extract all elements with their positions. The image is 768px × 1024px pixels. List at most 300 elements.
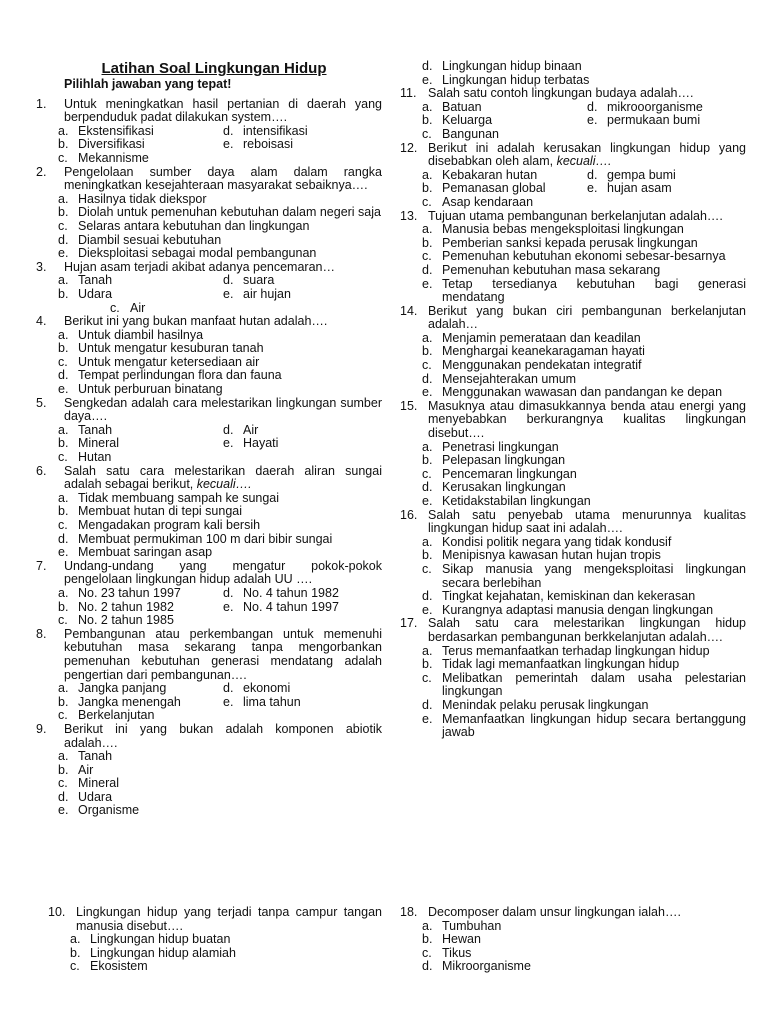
option-text: Manusia bebas mengeksploitasi lingkungan: [442, 222, 684, 237]
option-text: Sikap manusia yang mengeksploitasi lingkungan secara berlebihan: [442, 561, 746, 590]
question-text: [36, 397, 382, 424]
question: [400, 87, 746, 101]
question-number: 7.: [36, 558, 47, 573]
answer-option: [58, 546, 382, 560]
answer-option: [58, 519, 382, 533]
option-letter: c.: [110, 300, 120, 315]
option-letter: a.: [58, 681, 69, 696]
option-text: Membuat permukiman 100 m dari bibir sungai: [78, 531, 333, 546]
option-list: [36, 125, 382, 166]
question-number: 13.: [400, 208, 418, 223]
question-number: 14.: [400, 303, 418, 318]
answer-option: [58, 356, 382, 370]
option-text: air hujan: [243, 286, 291, 301]
option-text: Tanah: [78, 422, 113, 437]
option-text: suara: [243, 273, 275, 288]
question-text: [400, 509, 746, 536]
option-letter: b.: [422, 113, 433, 128]
option-letter: b.: [58, 436, 69, 451]
answer-option: [422, 114, 587, 128]
answer-option: [58, 750, 382, 764]
option-text: Ketidakstabilan lingkungan: [442, 494, 591, 508]
option-letter: e.: [223, 436, 234, 451]
option-letter: e.: [587, 181, 598, 196]
option-text: Air: [78, 762, 94, 777]
question-text: [36, 628, 382, 682]
option-text: Memanfaatkan lingkungan hidup secara bertanggung jawab: [442, 711, 746, 740]
answer-option: [70, 947, 382, 961]
question-text-main: Masuknya atau dimasukkannya benda atau energi yang menyebabkan berkurangnya kualitas lingkungan disebut….: [428, 398, 746, 441]
question-text-main: Tujuan utama pembangunan berkelanjutan adalah….: [428, 208, 723, 223]
answer-option: [422, 182, 587, 196]
option-letter: a.: [422, 918, 433, 933]
option-text: Udara: [78, 789, 113, 804]
option-text: gempa bumi: [607, 167, 676, 182]
option-text: Pemenuhan kebutuhan masa sekarang: [442, 262, 661, 277]
answer-option: [422, 645, 746, 659]
option-text: Terus memanfaatkan terhadap lingkungan hidup: [442, 643, 710, 658]
question-text: [48, 906, 382, 933]
question-text-main: Berikut ini yang bukan manfaat hutan adalah….: [64, 314, 328, 329]
answer-option: [58, 424, 223, 438]
answer-option: [587, 114, 746, 128]
option-letter: c.: [422, 561, 432, 576]
question-text-main: Berikut yang bukan ciri pembangunan berkelanjutan adalah…: [428, 303, 746, 332]
answer-option: [422, 196, 587, 210]
option-text: Tikus: [442, 945, 472, 960]
option-letter: d.: [422, 480, 433, 495]
answer-option: [422, 101, 587, 115]
option-letter: e.: [223, 137, 234, 152]
option-letter: a.: [58, 749, 69, 764]
question: [400, 906, 746, 920]
option-letter: d.: [422, 262, 433, 277]
option-text: Pencemaran lingkungan: [442, 466, 577, 481]
question-number: 5.: [36, 395, 47, 410]
question-text: [400, 906, 746, 920]
question: [48, 906, 382, 933]
option-letter: d.: [58, 368, 69, 383]
option-letter: b.: [422, 657, 433, 672]
option-list: [36, 492, 382, 560]
option-text: Lingkungan hidup terbatas: [442, 72, 590, 87]
option-text: Menghargai keanekaragaman hayati: [442, 344, 645, 359]
answer-option: [58, 601, 223, 615]
answer-option: [58, 764, 382, 778]
option-list: [400, 332, 746, 400]
answer-option: [422, 223, 746, 237]
answer-option: [422, 237, 746, 251]
answer-option: [422, 373, 746, 387]
answer-option: [422, 332, 746, 346]
answer-option: [422, 604, 746, 618]
option-text: Lingkungan hidup alamiah: [90, 945, 236, 960]
option-text: Pelepasan lingkungan: [442, 453, 566, 468]
question-text: [400, 400, 746, 441]
option-text: Untuk diambil hasilnya: [78, 327, 204, 342]
option-letter: c.: [422, 945, 432, 960]
option-letter: c.: [58, 708, 68, 723]
option-letter: c.: [58, 613, 68, 628]
option-text: Organisme: [78, 803, 140, 818]
option-letter: a.: [422, 99, 433, 114]
option-text: Pemberian sanksi kepada perusak lingkungan: [442, 235, 698, 250]
option-text: Kondisi politik negara yang tidak kondusif: [442, 534, 672, 549]
answer-option: [422, 481, 746, 495]
answer-option: [422, 60, 746, 74]
option-letter: a.: [422, 643, 433, 658]
option-text: Hewan: [442, 932, 481, 947]
answer-option: [587, 101, 746, 115]
option-letter: c.: [422, 126, 432, 141]
option-text: Menipisnya kawasan hutan hujan tropis: [442, 548, 661, 563]
option-letter: e.: [422, 494, 433, 508]
answer-option: [422, 713, 746, 740]
question-number: 1.: [36, 96, 47, 111]
option-letter: a.: [422, 439, 433, 454]
question-text: [36, 261, 382, 275]
option-text: Mengadakan program kali bersih: [78, 518, 261, 532]
option-letter: c.: [58, 450, 68, 465]
option-text: No. 4 tahun 1997: [243, 599, 339, 614]
option-letter: d.: [58, 789, 69, 804]
option-text: Mineral: [78, 776, 119, 791]
question-number: 12.: [400, 140, 418, 155]
option-text: Untuk mengatur ketersediaan air: [78, 354, 260, 369]
option-text: intensifikasi: [243, 123, 308, 138]
option-text: Untuk mengatur kesuburan tanah: [78, 341, 264, 356]
answer-option: [422, 454, 746, 468]
answer-option: [223, 274, 382, 288]
question-text-main: Undang-undang yang mengatur pokok-pokok pengelolaan lingkungan hidup adalah UU ….: [64, 558, 382, 587]
option-letter: d.: [58, 531, 69, 546]
option-text: Tanah: [78, 273, 113, 288]
question: [36, 166, 382, 193]
option-text: Air: [243, 422, 259, 437]
question-number: 18.: [400, 905, 418, 919]
question-text-main: Sengkedan adalah cara melestarikan lingkungan sumber daya….: [64, 395, 382, 424]
option-letter: e.: [223, 694, 234, 709]
question-text: [400, 210, 746, 224]
option-text: Tidak membuang sampah ke sungai: [78, 490, 280, 505]
option-letter: c.: [422, 358, 432, 373]
option-list: [36, 193, 382, 261]
option-list: [48, 933, 382, 974]
answer-option: [422, 345, 746, 359]
option-text: Kerusakan lingkungan: [442, 480, 566, 495]
answer-option: [58, 329, 382, 343]
option-text: Mikroorganisme: [442, 959, 531, 974]
answer-option: [422, 278, 746, 305]
question: [36, 397, 382, 424]
option-letter: d.: [422, 589, 433, 604]
answer-option: [422, 441, 746, 455]
option-text: Asap kendaraan: [442, 194, 534, 209]
answer-option: [58, 342, 382, 356]
option-letter: d.: [223, 585, 234, 600]
answer-option: [422, 359, 746, 373]
option-letter: b.: [422, 932, 433, 947]
option-letter: c.: [70, 959, 80, 974]
answer-option: [422, 699, 746, 713]
option-letter: e.: [422, 602, 433, 617]
left-question-list: [36, 98, 382, 818]
option-list: [36, 329, 382, 397]
option-letter: d.: [422, 371, 433, 386]
answer-option: [422, 658, 746, 672]
option-text: Menjamin pemerataan dan keadilan: [442, 330, 641, 345]
answer-option: [58, 696, 223, 710]
question-number: 4.: [36, 314, 47, 329]
question-text-main: Salah satu penyebab utama menurunnya kualitas lingkungan hidup saat ini adalah….: [428, 507, 746, 536]
option-letter: b.: [422, 344, 433, 359]
answer-option: [422, 250, 746, 264]
option-text: No. 4 tahun 1982: [243, 585, 339, 600]
option-letter: d.: [223, 123, 234, 138]
option-text: reboisasi: [243, 137, 294, 152]
option-text: Diversifikasi: [78, 137, 145, 152]
option-letter: e.: [223, 599, 234, 614]
question-text-main: Salah satu cara melestarikan daerah aliran sungai adalah sebagai berikut,: [64, 463, 382, 492]
option-letter: a.: [422, 330, 433, 345]
option-list: [400, 441, 746, 509]
answer-option: [58, 777, 382, 791]
option-letter: a.: [58, 422, 69, 437]
option-letter: e.: [58, 382, 69, 397]
option-letter: c.: [58, 150, 68, 165]
question-text: [36, 465, 382, 492]
option-letter: e.: [422, 72, 433, 87]
option-text: Membuat hutan di tepi sungai: [78, 504, 242, 519]
option-text: hujan asam: [607, 181, 672, 196]
question: [400, 210, 746, 224]
question: [36, 628, 382, 682]
answer-option: [58, 234, 382, 248]
question: [36, 261, 382, 275]
question-text-main: Hujan asam terjadi akibat adanya pencemaran…: [64, 259, 335, 274]
question: [36, 465, 382, 492]
question-18-block: [400, 906, 746, 974]
question-text: [400, 617, 746, 644]
question-text-main: Berikut ini adalah kerusakan lingkungan hidup yang disebabkan oleh alam,: [428, 140, 746, 169]
option-letter: a.: [58, 490, 69, 505]
option-text: Tanah: [78, 749, 113, 764]
answer-option: [58, 369, 382, 383]
answer-option: [223, 125, 382, 139]
option-letter: e.: [422, 711, 433, 726]
option-letter: d.: [223, 422, 234, 437]
option-text: No. 23 tahun 1997: [78, 585, 181, 600]
option-text: Air: [130, 300, 146, 315]
option-letter: c.: [422, 249, 432, 264]
question-number: 11.: [400, 86, 417, 101]
option-text: No. 2 tahun 1985: [78, 613, 174, 628]
answer-option: [58, 193, 382, 207]
question: [36, 723, 382, 750]
answer-option: [223, 682, 382, 696]
answer-option: [58, 302, 223, 316]
option-letter: b.: [58, 762, 69, 777]
option-text: Melibatkan pemerintah dalam usaha pelestarian lingkungan: [442, 670, 746, 699]
question: [36, 315, 382, 329]
option-letter: a.: [422, 222, 433, 237]
question-text-main: Pengelolaan sumber daya alam dalam rangka meningkatkan kesejahteraan masyarakat sebaiknya….: [64, 164, 382, 193]
option-letter: b.: [422, 453, 433, 468]
option-list: [36, 587, 382, 628]
option-letter: c.: [422, 194, 432, 209]
question-text: [36, 723, 382, 750]
option-text: Membuat saringan asap: [78, 545, 213, 560]
answer-option: [422, 563, 746, 590]
option-letter: d.: [422, 697, 433, 712]
answer-option: [422, 169, 587, 183]
question-number: 16.: [400, 507, 418, 522]
answer-option: [422, 590, 746, 604]
option-letter: b.: [58, 137, 69, 152]
option-list: [36, 424, 382, 465]
question-number: 17.: [400, 616, 418, 631]
question: [36, 560, 382, 587]
answer-option: [223, 138, 382, 152]
option-letter: c.: [58, 518, 68, 532]
answer-option: [587, 169, 746, 183]
option-letter: c.: [422, 466, 432, 481]
option-text: Berkelanjutan: [78, 708, 155, 723]
option-letter: c.: [58, 776, 68, 791]
question-text-main: Lingkungan hidup yang terjadi tanpa campur tangan manusia disebut….: [76, 905, 382, 933]
option-text: Selaras antara kebutuhan dan lingkungan: [78, 218, 310, 233]
answer-option: [58, 274, 223, 288]
answer-option: [58, 492, 382, 506]
question-text-main: Untuk meningkatkan hasil pertanian di daerah yang berpenduduk padat dilakukan system….: [64, 96, 382, 125]
option-text: Mensejahterakan umum: [442, 371, 577, 386]
answer-option: [58, 533, 382, 547]
answer-option: [58, 614, 223, 628]
option-letter: b.: [58, 504, 69, 519]
question-number: 10.: [48, 905, 66, 919]
answer-option: [422, 128, 587, 142]
left-column: [36, 60, 382, 818]
option-text: Menggunakan wawasan dan pandangan ke depan: [442, 385, 723, 400]
option-letter: e.: [58, 246, 69, 261]
option-letter: c.: [58, 218, 68, 233]
question-text-main: Salah satu contoh lingkungan budaya adalah….: [428, 86, 694, 101]
answer-option: [422, 920, 746, 934]
option-letter: e.: [422, 276, 433, 291]
option-text: Jangka panjang: [78, 681, 167, 696]
answer-option: [422, 947, 746, 961]
option-list: [400, 223, 746, 305]
option-text: Udara: [78, 286, 113, 301]
question-text: [36, 166, 382, 193]
answer-option: [58, 152, 223, 166]
option-text: permukaan bumi: [607, 113, 701, 128]
option-letter: a.: [422, 167, 433, 182]
option-letter: e.: [58, 545, 69, 560]
instruction: Pilihlah jawaban yang tepat!: [64, 77, 232, 91]
option-text: Menindak pelaku perusak lingkungan: [442, 697, 649, 712]
question-text: [36, 98, 382, 125]
option-list: [36, 682, 382, 723]
option-letter: a.: [58, 123, 69, 138]
question-number: 9.: [36, 721, 47, 736]
question-text-main: Decomposer dalam unsur lingkungan ialah….: [428, 905, 681, 919]
option-letter: a.: [58, 585, 69, 600]
option-text: Hasilnya tidak diekspor: [78, 191, 207, 206]
option-text: Mineral: [78, 436, 119, 451]
option-letter: b.: [58, 694, 69, 709]
option-list: [400, 645, 746, 740]
answer-option: [422, 672, 746, 699]
answer-option: [223, 601, 382, 615]
answer-option: [223, 696, 382, 710]
option-list: [36, 750, 382, 818]
option-text: Mekannisme: [78, 150, 149, 165]
option-list: [400, 101, 746, 142]
right-column: [400, 60, 746, 740]
option-text: No. 2 tahun 1982: [78, 599, 174, 614]
answer-option: [422, 74, 746, 88]
option-list: [400, 536, 746, 618]
option-list: [400, 169, 746, 210]
option-text: Hutan: [78, 450, 112, 465]
page-title: Latihan Soal Lingkungan Hidup: [101, 60, 327, 77]
option-letter: d.: [223, 273, 234, 288]
option-text: ekonomi: [243, 681, 291, 696]
question-number: 2.: [36, 164, 47, 179]
option-letter: c.: [58, 354, 68, 369]
answer-option: [58, 791, 382, 805]
answer-option: [58, 804, 382, 818]
answer-option: [70, 933, 382, 947]
option-text: Keluarga: [442, 113, 493, 128]
option-text: Pemanasan global: [442, 181, 546, 196]
question: [36, 98, 382, 125]
option-text: lima tahun: [243, 694, 301, 709]
option-letter: c.: [422, 670, 432, 685]
option-text: Tidak lagi memanfaatkan lingkungan hidup: [442, 657, 680, 672]
option-text: Ekstensifikasi: [78, 123, 154, 138]
option-letter: d.: [587, 99, 598, 114]
answer-option: [58, 437, 223, 451]
question-text: [36, 315, 382, 329]
answer-option: [422, 495, 746, 509]
question: [400, 509, 746, 536]
question-number: 3.: [36, 259, 47, 274]
question: [400, 142, 746, 169]
option-text: Pemenuhan kebutuhan ekonomi sebesar-besarnya: [442, 249, 726, 264]
option-text: Menggunakan pendekatan integratif: [442, 358, 642, 373]
option-letter: e.: [58, 803, 69, 818]
option-text: Hayati: [243, 436, 279, 451]
option-text: Kurangnya adaptasi manusia dengan lingkungan: [442, 602, 714, 617]
continued-options: [400, 60, 746, 87]
question-text: [400, 87, 746, 101]
question-number: 15.: [400, 398, 418, 413]
question-number: 6.: [36, 463, 47, 478]
answer-option: [58, 247, 382, 261]
answer-option: [58, 220, 382, 234]
option-letter: a.: [58, 327, 69, 342]
question-text-main: Berikut ini yang bukan adalah komponen abiotik adalah….: [64, 721, 382, 750]
option-text: Tingkat kejahatan, kemiskinan dan kekerasan: [442, 589, 696, 604]
option-text: Ekosistem: [90, 959, 148, 974]
answer-option: [58, 125, 223, 139]
question-text-emphasis: kecuali….: [196, 477, 252, 492]
right-question-list: [400, 87, 746, 740]
option-letter: e.: [587, 113, 598, 128]
answer-option: [422, 933, 746, 947]
